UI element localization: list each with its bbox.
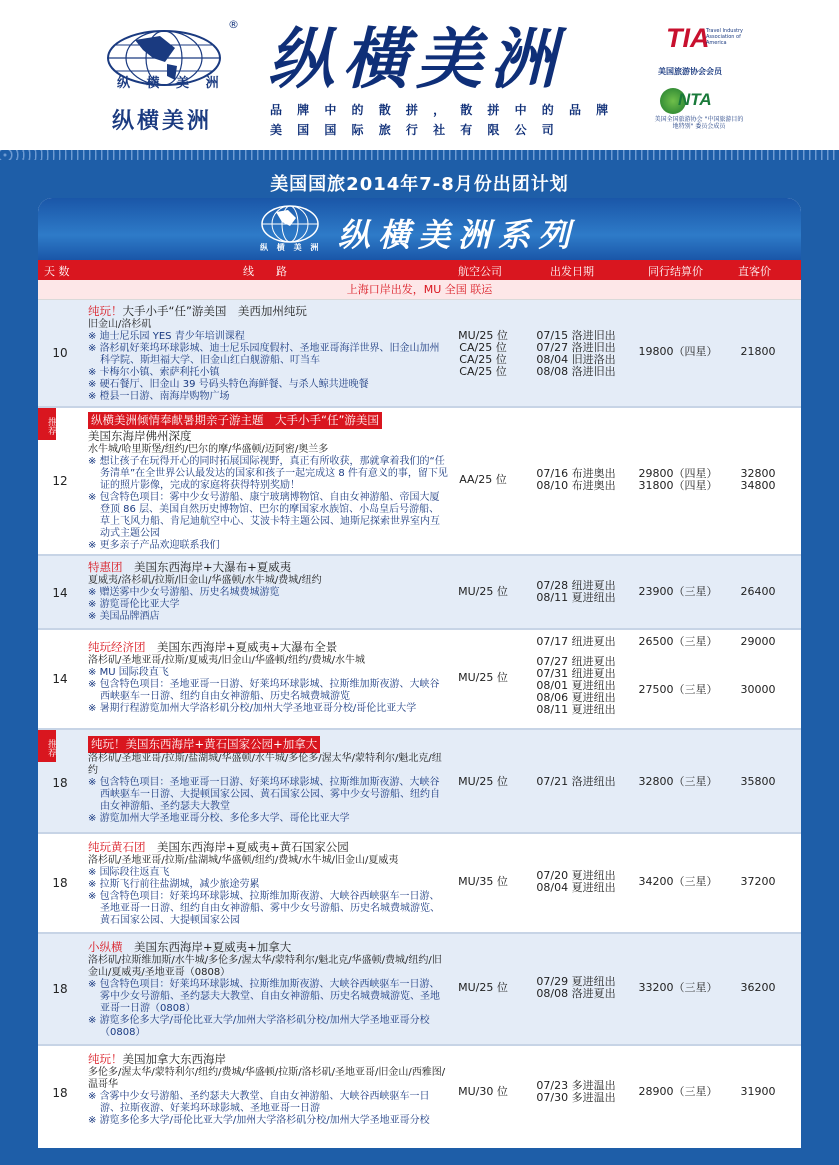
row-retail [728, 468, 788, 492]
row-price: 26500（三星） [638, 635, 718, 648]
table-row [38, 300, 801, 408]
date-entry: 08/10 布进奥出 [536, 479, 616, 492]
row-bullet: ※ 游览多伦多大学/哥伦比亚大学/加州大学洛杉矶分校/加州大学圣地亚哥分校 [88, 1115, 448, 1127]
tia-logo: TIA [666, 23, 710, 53]
airline-entry: CA/25 位 [459, 353, 507, 366]
row-title: 美国东西海岸+夏威夷+黄石国家公园 [145, 840, 349, 854]
row-title: 美国东西海岸+夏威夷+大瀑布全景 [145, 640, 338, 654]
date-entry: 08/01 夏进纽出 [536, 679, 616, 692]
row-dates [526, 580, 626, 604]
row-route [88, 304, 448, 403]
date-entry: 08/11 夏进纽出 [536, 591, 616, 604]
row-bullet: ※ 赠送雾中少女号游船、历史名城费城游览 [88, 587, 448, 599]
row-route [88, 840, 448, 927]
row-bullet: ※ 想让孩子在玩得开心的同时拓展国际视野，真正有所收获，那就拿着我们的“任务清单”在全世界公认最发达的国家和孩子一起完成这 8 件有意义的事，留下见证的照片影像，完成的家庭将获得特别奖励！ [88, 456, 448, 492]
row-price: 23900（三星） [638, 585, 718, 598]
row-dates [526, 1080, 626, 1104]
row-price [628, 468, 728, 492]
table-row [38, 408, 801, 556]
departure-subtitle: 上海口岸出发，MU 全国 联运 [38, 280, 801, 300]
row-bullet: ※ 包含特色项目：雾中少女号游船、康宁玻璃博物馆、自由女神游船、帝国大厦登顶 86 层、美国自然历史博物馆、巴尔的摩国家水族馆、小岛皇后号游船、草上飞风力船、肯尼迪航空中心、艾波卡特主题公园、迪斯尼探索世界室内互动式主题公园 [88, 492, 448, 540]
schedule-panel [38, 198, 801, 1148]
row-title: 美国东海岸佛州深度 [88, 429, 192, 443]
row-title: 大手小手“任”游美国 美西加州纯玩 [122, 304, 307, 318]
row-cities: 洛杉矶/圣地亚哥/拉斯/盐湖城/华盛顿/水牛城/多伦多/渥太华/蒙特利尔/魁北克/纽约 [88, 753, 442, 776]
airline-entry: CA/25 位 [459, 341, 507, 354]
row-bullet: ※ 国际段往返直飞 [88, 867, 448, 879]
row-days: 14 [52, 672, 68, 686]
row-price: 27500（三星） [638, 683, 718, 696]
row-days: 18 [52, 876, 68, 890]
row-title: 美国东西海岸+大瀑布+夏威夷 [122, 560, 292, 574]
row-retail: 21800 [740, 345, 776, 358]
banner-title: 纵橫美洲系列 [338, 216, 579, 254]
table-row [38, 630, 801, 730]
brand-title: 纵橫美洲 [268, 20, 564, 98]
row-cities: 洛杉矶/拉斯维加斯/水牛城/多伦多/渥太华/蒙特利尔/魁北克/华盛顿/费城/纽约/旧金山/夏威夷/圣地亚哥（0808） [88, 955, 442, 978]
row-route [88, 1052, 448, 1127]
date-entry: 07/20 夏进纽出 [536, 869, 616, 882]
row-bullet: ※ 包含特色项目：圣地亚哥一日游、好莱坞环球影城、拉斯维加斯夜游、大峡谷西峡驱车一日游、纽约自由女神游船、历史名城费城游览 [88, 679, 448, 703]
row-airline: MU/25 位 [458, 775, 508, 788]
row-retail: 36200 [740, 981, 776, 994]
row-bullet: ※ MU 国际段直飞 [88, 667, 448, 679]
row-title-highlight: 纯玩！美国东西海岸+黄石国家公园+加拿大 [88, 736, 320, 753]
row-airline: MU/25 位 [458, 981, 508, 994]
table-row [38, 556, 801, 630]
row-tag: 纯玩经济团 [88, 640, 146, 654]
date-entry: 07/27 洛进旧出 [536, 341, 616, 354]
row-bullet: ※ 包含特色项目：圣地亚哥一日游、好莱坞环球影城、拉斯维加斯夜游、大峡谷西峡驱车一日游、大提顿国家公园、黄石国家公园、雾中少女号游船、纽约自由女神游船、圣约瑟夫大教堂 [88, 777, 448, 813]
date-entry: 08/08 洛进旧出 [536, 365, 616, 378]
row-price: 19800（四星） [638, 345, 718, 358]
row-dates [526, 330, 626, 378]
dot-divider [0, 150, 839, 160]
row-cities: 洛杉矶/圣地亚哥/拉斯/盐湖城/华盛顿/纽约/费城/水牛城/旧金山/夏威夷 [88, 855, 399, 866]
row-price: 34200（三星） [638, 875, 718, 888]
row-bullet: ※ 橙县一日游、南海岸购物广场 [88, 391, 448, 403]
slogan [270, 100, 614, 140]
row-retail: 29000 [740, 635, 776, 648]
table-row [38, 1046, 801, 1148]
row-cities: 洛杉矶/圣地亚哥/拉斯/夏威夷/旧金山/华盛顿/纽约/费城/水牛城 [88, 655, 365, 666]
row-title-highlight: 纵横美洲倾情奉献暑期亲子游主题 大手小手“任”游美国 [88, 412, 382, 429]
banner-logo-text: 纵 横 美 洲 [260, 243, 322, 252]
date-entry: 08/08 洛进夏出 [536, 987, 616, 1000]
date-entry: 08/04 旧进洛出 [536, 353, 616, 366]
date-entry: 07/30 多进温出 [536, 1091, 616, 1104]
row-days: 18 [52, 982, 68, 996]
row-cities: 水牛城/哈里斯堡/纽约/巴尔的摩/华盛顿/迈阿密/奥兰多 [88, 444, 329, 455]
row-cities: 多伦多/渥太华/蒙特利尔/纽约/费城/华盛顿/拉斯/洛杉矶/圣地亚哥/旧金山/西雅图/温哥华 [88, 1067, 446, 1090]
series-banner [38, 198, 801, 260]
row-airline: MU/25 位 [458, 671, 508, 684]
price-entry: 29800（四星） [638, 467, 718, 480]
row-days: 10 [52, 346, 68, 360]
row-cities: 夏威夷/洛杉矶/拉斯/旧金山/华盛顿/水牛城/费城/纽约 [88, 575, 322, 586]
date-entry: 07/27 纽进夏出 [536, 655, 616, 668]
date-entry: 07/15 洛进旧出 [536, 329, 616, 342]
row-dates: 07/21 洛进纽出 [536, 775, 616, 788]
row-days: 12 [52, 474, 68, 488]
recommend-badge: 推荐 [38, 730, 56, 762]
date-entry: 07/17 纽进夏出 [536, 635, 616, 648]
table-row [38, 834, 801, 934]
row-airline: MU/25 位 [458, 585, 508, 598]
tia-subtitle: Travel Industry Association of America [706, 28, 744, 46]
date-entry: 07/29 夏进纽出 [536, 975, 616, 988]
row-bullet: ※ 硬石餐厅、旧金山 39 号码头特色海鲜餐、与杀人鲸共进晚餐 [88, 379, 448, 391]
date-entry: 07/16 布进奥出 [536, 467, 616, 480]
main-heading: 美国国旅2014年7-8月份出团计划 [270, 174, 569, 195]
date-entry: 08/04 夏进纽出 [536, 881, 616, 894]
airline-entry: MU/25 位 [458, 329, 508, 342]
header [0, 0, 839, 150]
slogan-line1: 品 牌 中 的 散 拼 ， 散 拼 中 的 品 牌 [270, 103, 614, 117]
retail-entry: 34800 [740, 479, 776, 492]
row-bullet: ※ 游览加州大学圣地亚哥分校、多伦多大学、哥伦比亚大学 [88, 813, 448, 825]
row-title: 美国加拿大东西海岸 [122, 1052, 226, 1066]
row-price: 33200（三星） [638, 981, 718, 994]
row-price: 32800（三星） [638, 775, 718, 788]
table-row [38, 730, 801, 834]
column-header [38, 260, 801, 280]
row-bullet: ※ 含雾中少女号游船、圣约瑟夫大教堂、自由女神游船、大峡谷西峡驱车一日游、拉斯夜游、好莱坞环球影城、圣地亚哥一日游 [88, 1091, 448, 1115]
col-route: 线 路 [243, 265, 287, 278]
row-dates [526, 976, 626, 1000]
row-days: 18 [52, 1086, 68, 1100]
tia-cn-label: 美国旅游协会会员 [658, 67, 722, 76]
row-days: 18 [52, 776, 68, 790]
row-airline [443, 330, 523, 378]
col-days: 天 数 [44, 265, 70, 278]
row-airline: MU/30 位 [458, 1085, 508, 1098]
date-entry: 08/11 夏进纽出 [536, 703, 616, 716]
table-row [38, 934, 801, 1046]
row-retail: 30000 [740, 683, 776, 696]
row-dates [526, 870, 626, 894]
row-route [88, 940, 448, 1039]
row-airline: MU/35 位 [458, 875, 508, 888]
row-bullet: ※ 更多亲子产品欢迎联系我们 [88, 540, 448, 552]
recommend-badge: 推荐 [38, 408, 56, 440]
row-tag: 纯玩黄石团 [88, 840, 146, 854]
row-bullet: ※ 游览哥伦比亚大学 [88, 599, 448, 611]
col-retail-price: 直客价 [738, 265, 771, 278]
row-bullet: ※ 拉斯飞行前往盐湖城，减少旅途劳累 [88, 879, 448, 891]
row-tag: 纯玩！ [88, 304, 123, 318]
row-dates [526, 636, 626, 716]
date-entry: 07/23 多进温出 [536, 1079, 616, 1092]
row-tag: 特惠团 [88, 560, 123, 574]
row-bullet: ※ 游览多伦多大学/哥伦比亚大学/加州大学洛杉矶分校/加州大学圣地亚哥分校（0808） [88, 1015, 448, 1039]
logo-small-text: 纵 横 美 洲 [117, 76, 225, 91]
row-route [88, 736, 448, 825]
row-bullet: ※ 迪士尼乐园 YES 青少年培训课程 [88, 331, 448, 343]
row-price: 28900（三星） [638, 1085, 718, 1098]
row-retail: 37200 [740, 875, 776, 888]
row-dates [526, 468, 626, 492]
date-entry: 08/06 夏进纽出 [536, 691, 616, 704]
col-peer-price: 同行结算价 [648, 265, 703, 278]
nta-cn-label: 美国全国旅游协会 "中国旅游目的地特别" 委员会成员 [654, 116, 744, 130]
row-bullet: ※ 包含特色项目：好莱坞环球影城、拉斯维加斯夜游、大峡谷西峡驱车一日游、雾中少女号游船、圣约瑟夫大教堂、自由女神游船、历史名城费城游览、圣地亚哥一日游（0808） [88, 979, 448, 1015]
price-entry: 31800（四星） [638, 479, 718, 492]
row-retail: 35800 [740, 775, 776, 788]
nta-logo: NTA [678, 90, 712, 109]
date-entry: 07/28 纽进夏出 [536, 579, 616, 592]
row-title: 美国东西海岸+夏威夷+加拿大 [122, 940, 292, 954]
row-bullet: ※ 包含特色项目：好莱坞环球影城、拉斯维加斯夜游、大峡谷西峡驱车一日游、圣地亚哥一日游、纽约自由女神游船、雾中少女号游船、历史名城费城游览、黄石国家公园、大提顿国家公园 [88, 891, 448, 927]
airline-entry: CA/25 位 [459, 365, 507, 378]
row-bullet: ※ 卡梅尔小镇、索萨利托小镇 [88, 367, 448, 379]
row-route [88, 640, 448, 715]
row-bullet: ※ 洛杉矶好莱坞环球影城、迪士尼乐园度假村、圣地亚哥海洋世界、旧金山加州科学院、斯坦福大学、旧金山红白舰游船、叮当车 [88, 343, 448, 367]
row-retail: 31900 [740, 1085, 776, 1098]
row-bullet: ※ 美国品牌酒店 [88, 611, 448, 623]
row-days: 14 [52, 586, 68, 600]
row-cities: 旧金山/洛杉矶 [88, 319, 152, 330]
row-retail: 26400 [740, 585, 776, 598]
row-bullet: ※ 暑期行程游览加州大学洛杉矶分校/加州大学圣地亚哥分校/哥伦比亚大学 [88, 703, 448, 715]
logo-text: 纵横美洲 [112, 108, 213, 134]
banner-globe-icon [260, 204, 320, 244]
slogan-line2: 美 国 国 际 旅 行 社 有 限 公 司 [270, 123, 560, 137]
col-airline: 航空公司 [458, 265, 502, 278]
retail-entry: 32800 [740, 467, 776, 480]
row-route [88, 560, 448, 623]
date-entry: 07/31 纽进夏出 [536, 667, 616, 680]
registered-mark: ® [228, 18, 239, 31]
col-departure: 出发日期 [550, 265, 594, 278]
row-route [88, 412, 448, 552]
row-airline: AA/25 位 [459, 473, 507, 486]
row-tag: 小纵横 [88, 940, 123, 954]
row-tag: 纯玩！ [88, 1052, 123, 1066]
